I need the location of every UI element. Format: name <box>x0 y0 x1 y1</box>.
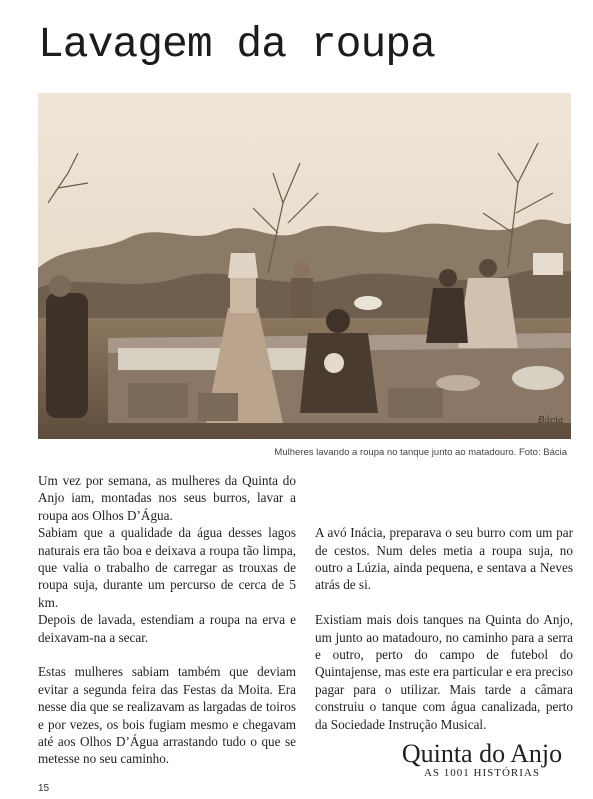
text-column-left <box>38 472 296 768</box>
brand-logo <box>396 740 568 779</box>
brand-name: Quinta do Anjo <box>401 739 563 768</box>
photo-caption: Mulheres lavando a roupa no tanque junto ao matadouro. Foto: Bácia <box>274 447 567 458</box>
paragraph: A avó Inácia, preparava o seu burro com um par de cestos. Num deles metia a roupa suja, no outro a Lúzia, ainda pequena, e sentava a Neves atrás de si. <box>315 525 573 593</box>
paragraph: Sabiam que a qualidade da água desses lagos naturais era tão boa e deixava a roupa tão limpa, que valia o trabalho de carregar as trouxas de roupa suja, durante um percurso de cerca de 5 km. <box>38 525 296 610</box>
paragraph: Existiam mais dois tanques na Quinta do Anjo, um junto ao matadouro, no caminho para a serra e outro, perto do campo de futebol do Quintajense, mas este era particular e era preciso pagar para o utilizar. Mais tarde a câmara construiu o tanque com água canalizada, perto da Sociedade Instrução Musical. <box>315 612 573 732</box>
historical-photo <box>38 93 571 439</box>
photo-signature: Bácia <box>538 416 564 426</box>
paragraph: Depois de lavada, estendiam a roupa na erva e deixavam-na a secar. <box>38 612 296 645</box>
page-number: 15 <box>38 783 50 794</box>
brand-subtitle: AS 1001 HISTÓRIAS <box>423 767 540 779</box>
paragraph: Um vez por semana, as mulheres da Quinta do Anjo iam, montadas nos seus burros, lavar a roupa aos Olhos D’Água. <box>38 473 296 523</box>
page-title: Lavagem da roupa <box>38 20 435 69</box>
text-column-right <box>315 472 573 733</box>
paragraph: Estas mulheres sabiam também que deviam evitar a segunda feira das Festas da Moita. Era nesse dia que se realizavam as largadas de toiros e por vezes, os bois fugiam mesmo e chegavam até aos Olhos D’Água arrastando tudo o que se metesse no seu caminho. <box>38 664 296 767</box>
